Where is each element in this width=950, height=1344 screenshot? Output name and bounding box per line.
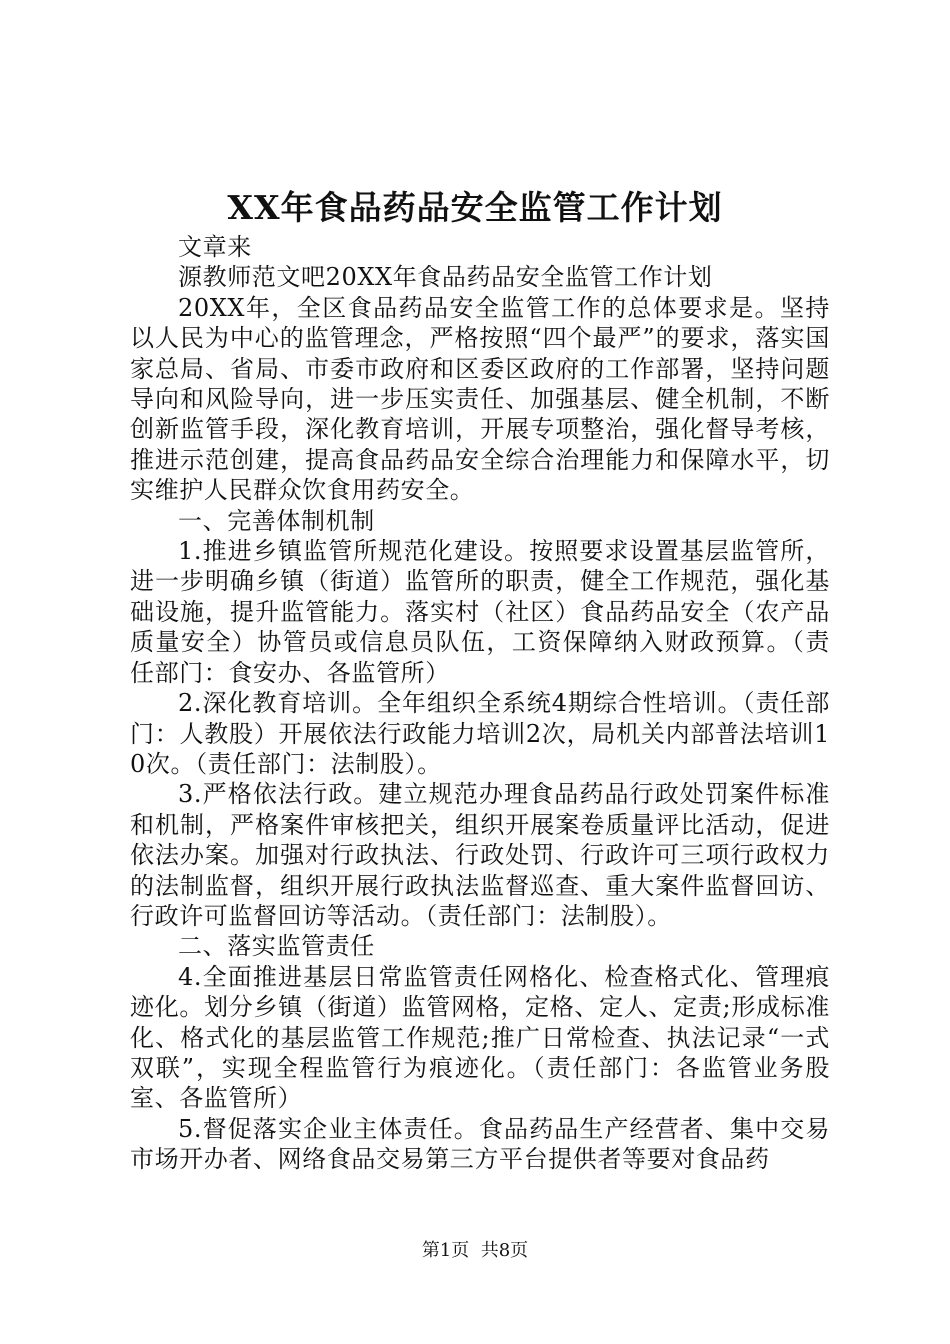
paragraph-item-5: 5.督促落实企业主体责任。食品药品生产经营者、集中交易市场开办者、网络食品交易第三方平台提供者等要对食品药 xyxy=(130,1114,830,1174)
paragraph-source-line-1: 文章来 xyxy=(178,233,252,261)
page-total: 共8页 xyxy=(480,1240,529,1261)
section-heading-2: 二、落实监管责任 xyxy=(178,932,375,961)
paragraph-item-3: 3.严格依法行政。建立规范办理食品药品行政处罚案件标准和机制，严格案件审核把关，组织开展案卷质量评比活动，促进依法办案。加强对行政执法、行政处罚、行政许可三项行政权力的法制监督，组织开展行政执法监督巡查、重大案件监督回访、行政许可监督回访等活动。（责任部门：法制股）。 xyxy=(130,780,830,930)
paragraph-source-line-2: 源教师范文吧20XX年食品药品安全监管工作计划 xyxy=(178,263,713,292)
document-title: XX年食品药品安全监管工作计划 xyxy=(227,188,723,227)
paragraph-intro: 20XX年，全区食品药品安全监管工作的总体要求是。坚持以人民为中心的监管理念，严格按照“四个最严”的要求，落实国家总局、省局、市委市政府和区委区政府的工作部署，坚持问题导向和风险导向，进一步压实责任、加强基层、健全机制，不断创新监管手段，深化教育培训，开展专项整治，强化督导考核，推进示范创建，提高食品药品安全综合治理能力和保障水平，切实维护人民群众饮食用药安全。 xyxy=(130,293,830,505)
page-number: 第1页 xyxy=(421,1240,470,1261)
paragraph-item-1: 1.推进乡镇监管所规范化建设。按照要求设置基层监管所，进一步明确乡镇（街道）监管所的职责，健全工作规范，强化基础设施，提升监管能力。落实村（社区）食品药品安全（农产品质量安全）协管员或信息员队伍，工资保障纳入财政预算。（责任部门：食安办、各监管所） xyxy=(130,537,830,687)
paragraph-item-2: 2.深化教育培训。全年组织全系统4期综合性培训。（责任部门：人教股）开展依法行政能力培训2次，局机关内部普法培训10次。（责任部门：法制股）。 xyxy=(130,689,830,778)
section-heading-1: 一、完善体制机制 xyxy=(178,506,375,535)
page-footer xyxy=(0,1239,950,1263)
document-body xyxy=(130,232,830,1175)
paragraph-item-4: 4.全面推进基层日常监管责任网格化、检查格式化、管理痕迹化。划分乡镇（街道）监管网格，定格、定人、定责;形成标准化、格式化的基层监管工作规范;推广日常检查、执法记录“一式双联”，实现全程监管行为痕迹化。（责任部门：各监管业务股室、各监管所） xyxy=(130,962,830,1113)
